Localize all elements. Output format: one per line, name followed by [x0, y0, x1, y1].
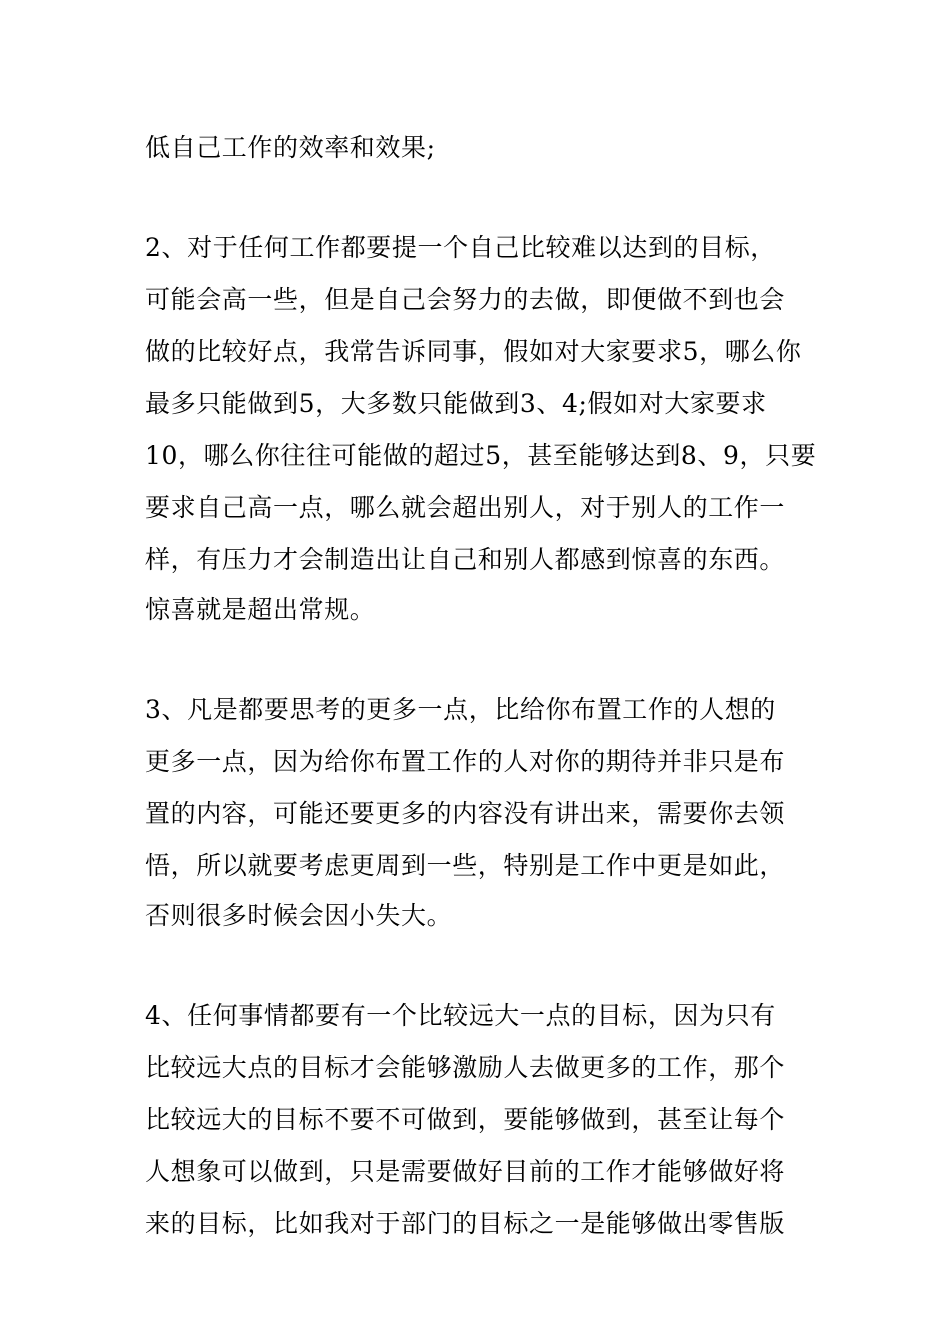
text-line: 比较远大的目标不要不可做到，要能够做到，甚至让每个 — [145, 1105, 786, 1134]
text-line: 比较远大点的目标才会能够激励人去做更多的工作，那个 — [145, 1053, 786, 1082]
text-line: 惊喜就是超出常规。 — [145, 595, 376, 624]
text-line: 悟，所以就要考虑更周到一些，特别是工作中更是如此， — [145, 851, 786, 880]
text-line: 可能会高一些，但是自己会努力的去做，即便做不到也会 — [145, 285, 786, 314]
text-line: 否则很多时候会因小失大。 — [145, 901, 453, 930]
text-line: 2、对于任何工作都要提一个自己比较难以达到的目标， — [145, 233, 776, 262]
text-line: 10，哪么你往往可能做的超过5，甚至能够达到8、9，只要 — [145, 441, 817, 470]
text-line: 要求自己高一点，哪么就会超出别人，对于别人的工作一 — [145, 493, 786, 522]
text-line: 样，有压力才会制造出让自己和别人都感到惊喜的东西。 — [145, 545, 786, 574]
text-line: 更多一点，因为给你布置工作的人对你的期待并非只是布 — [145, 747, 786, 776]
text-line: 来的目标，比如我对于部门的目标之一是能够做出零售版 — [145, 1209, 786, 1238]
text-line: 4、任何事情都要有一个比较远大一点的目标，因为只有 — [145, 1001, 776, 1030]
text-line: 3、凡是都要思考的更多一点，比给你布置工作的人想的 — [145, 695, 776, 724]
text-line: 做的比较好点，我常告诉同事，假如对大家要求5，哪么你 — [145, 337, 802, 366]
text-line: 低自己工作的效率和效果; — [145, 133, 436, 162]
text-line: 人想象可以做到，只是需要做好目前的工作才能够做好将 — [145, 1157, 786, 1186]
text-line: 置的内容，可能还要更多的内容没有讲出来，需要你去领 — [145, 799, 786, 828]
text-line: 最多只能做到5，大多数只能做到3、4;假如对大家要求 — [145, 389, 767, 418]
